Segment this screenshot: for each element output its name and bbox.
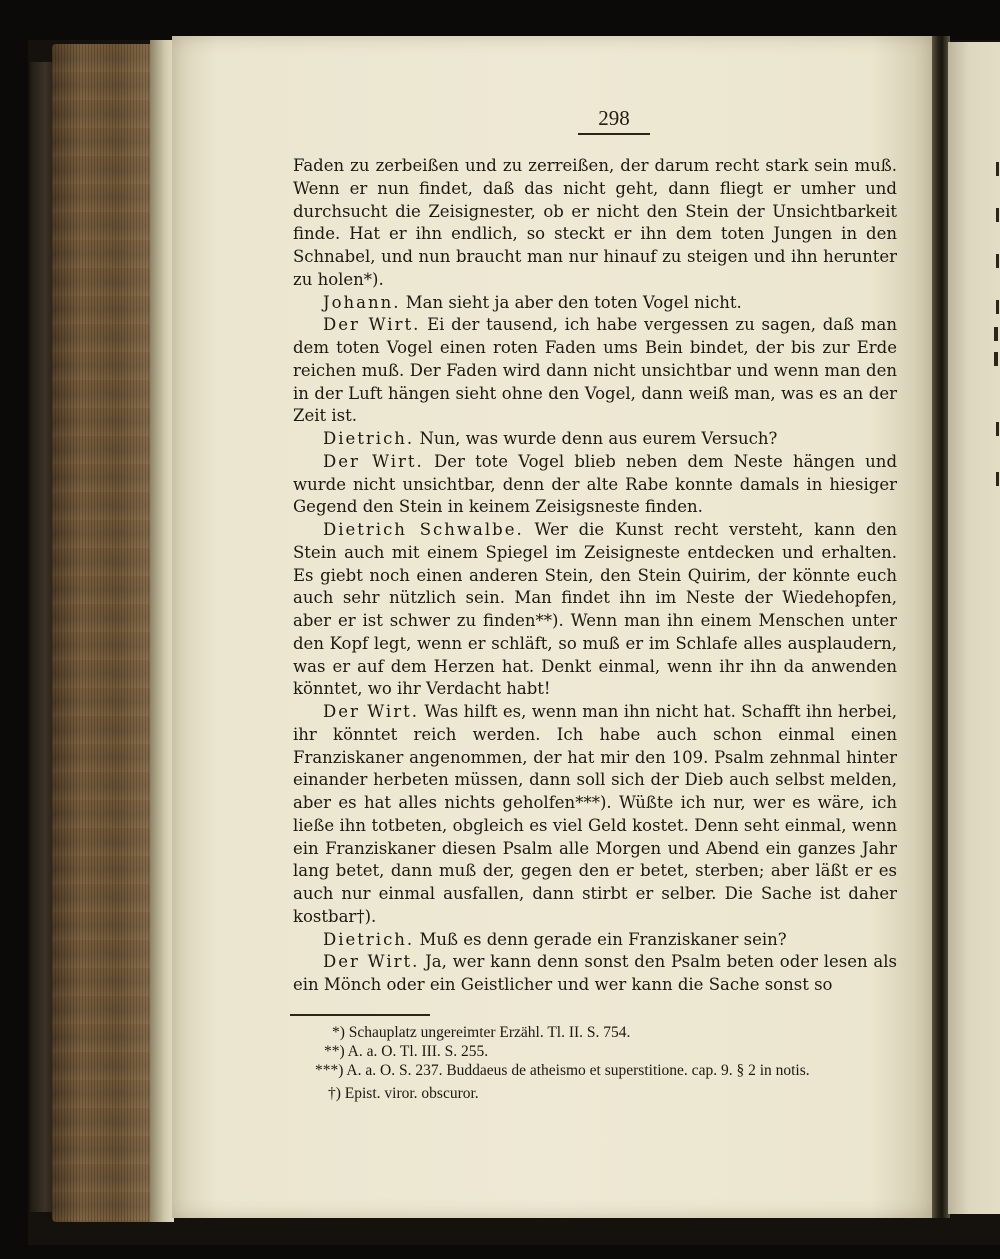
paragraph-text: Der tote Vogel blieb neben dem Neste hängen und wurde nicht unsichtbar, denn der alte Rabe konnte damals in hiesiger Gegend den Stein in keinem Zeisigsneste finden. (293, 451, 897, 517)
paragraph-text: Was hilft es, wenn man ihn nicht hat. Schafft ihn herbei, ihr könntet reich werden. Ich habe auch schon einmal einen Franziskaner angenommen, der hat mir den 109. Psalm zehnmal hinter einander herbeten müssen, dann soll sich der Dieb auch selbst melden, aber es hat alles nichts geholfen***). Wüßte ich nur, wer es wäre, ich ließe ihn totbeten, obgleich es viel Geld kostet. Denn seht einmal, wenn ein Franziskaner diesen Psalm alle Morgen und Abend ein ganzes Jahr lang betet, dann muß der, gegen den er betet, sterben; aber läßt er es auch nur einmal ausfallen, dann stirbt er selber. Die Sache ist daher kostbar†). (293, 702, 897, 926)
footnote-rule (290, 1014, 430, 1016)
paragraph-text: Nun, was wurde denn aus eurem Versuch? (419, 429, 778, 448)
paragraph (293, 155, 897, 292)
footnote: †) Epist. viror. obscuror. (328, 1084, 479, 1102)
footnote: *) Schauplatz ungereimter Erzähl. Tl. II. S. 754. (332, 1024, 631, 1041)
book-gutter (930, 36, 950, 1218)
speaker-name: Dietrich. (323, 929, 415, 949)
page-number: 298 (598, 106, 630, 130)
page-number-rule (578, 133, 650, 135)
speaker-name: Dietrich. (323, 429, 415, 448)
footnotes (289, 1023, 895, 1103)
speaker-name: Der Wirt. (323, 451, 424, 471)
body-text (293, 155, 897, 997)
paragraph (293, 519, 897, 701)
footnote: ***) A. a. O. S. 237. Buddaeus de atheismo et superstitione. cap. 9. § 2 in notis. (315, 1062, 810, 1080)
page-edge-inner (150, 40, 174, 1222)
footnote: **) A. a. O. Tl. III. S. 255. (324, 1043, 489, 1061)
paragraph-text: Wer die Kunst recht versteht, kann den Stein auch mit einem Spiegel im Zeisigneste entdecken und erhalten. Es giebt noch einen anderen Stein, den Stein Quirim, der könnte euch auch sehr nützlich sein. Man findet ihn im Neste der Wiedehopfen, aber er ist schwer zu finden**). Wenn man ihn einem Menschen unter den Kopf legt, wenn er schläft, so muß er im Schlafe alles ausplaudern, was er auf dem Herzen hat. Denkt einmal, wenn ihr ihn da anwenden könntet, wo ihr Verdacht habt! (293, 520, 897, 699)
paragraph (293, 428, 897, 451)
paragraph-text: Muß es denn gerade ein Franziskaner sein? (419, 929, 787, 949)
speaker-name: Der Wirt. (323, 315, 421, 335)
speaker-name: Der Wirt. (323, 952, 420, 972)
speaker-name: Johann. (323, 292, 401, 312)
paragraph (293, 951, 897, 997)
paragraph (293, 701, 897, 929)
paragraph (293, 314, 897, 428)
paragraph (293, 929, 897, 952)
paragraph-text: Man sieht ja aber den toten Vogel nicht. (405, 292, 742, 312)
paragraph (293, 292, 897, 315)
speaker-name: Dietrich Schwalbe. (323, 520, 524, 539)
speaker-name: Der Wirt. (323, 702, 419, 721)
paragraph (293, 451, 897, 519)
paragraph-text: Ja, wer kann denn sonst den Psalm beten oder lesen als ein Mönch oder ein Geistlicher und wer kann die Sache sonst so (293, 952, 897, 994)
facing-page (948, 42, 1000, 1214)
paragraph-text: Ei der tausend, ich habe vergessen zu sagen, daß man dem toten Vogel einen roten Faden ums Bein bindet, der bis zur Erde reichen muß. Der Faden wird dann nicht unsichtbar und wenn man den in der Luft hängen sieht ohne den Vogel, dann weiß man, was es an der Zeit ist. (293, 315, 897, 426)
paragraph-text: Faden zu zerbeißen und zu zerreißen, der darum recht stark sein muß. Wenn er nun findet, daß das nicht geht, dann fliegt er umher und durchsucht die Zeisignester, ob er nicht den Stein der Unsichtbarkeit finde. Hat er ihn endlich, so steckt er ihn dem toten Jungen in den Schnabel, und nun braucht man nur hinauf zu steigen und ihn herunter zu holen*). (293, 156, 897, 289)
